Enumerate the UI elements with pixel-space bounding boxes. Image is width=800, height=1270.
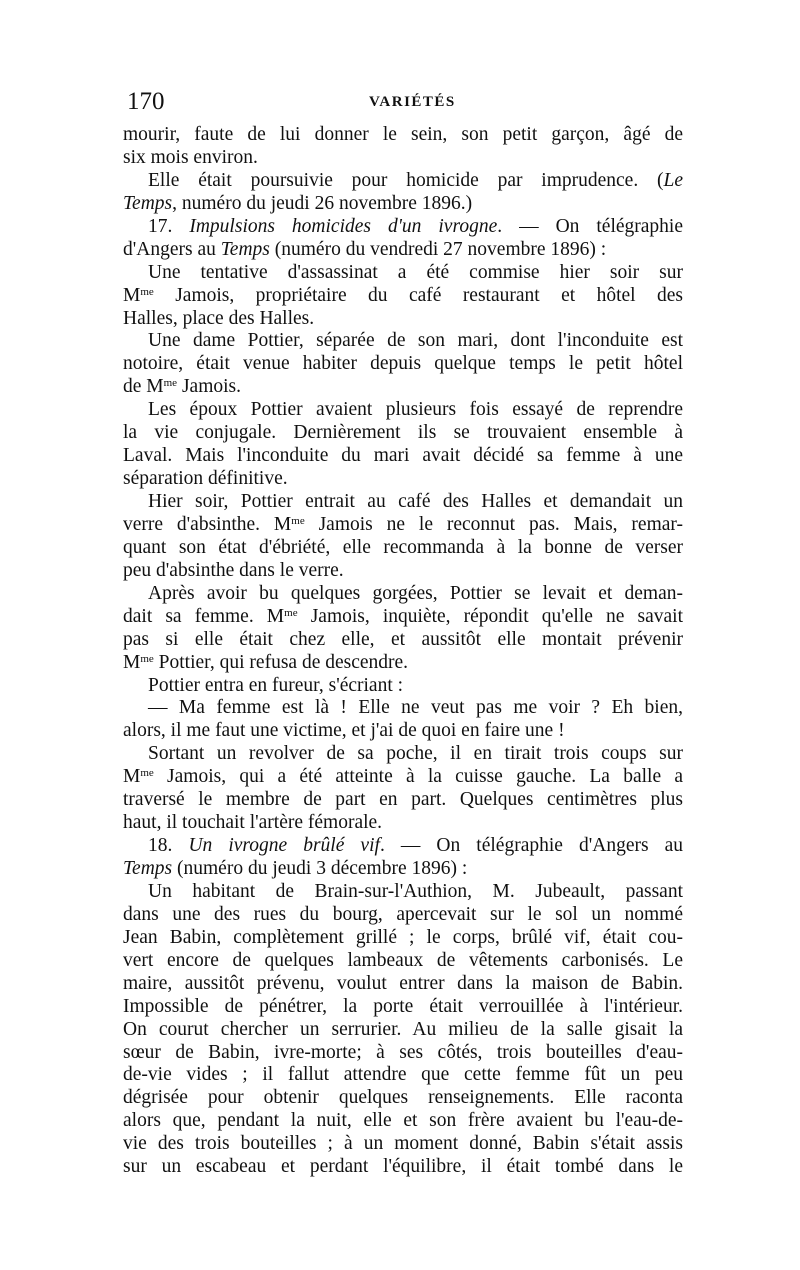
text-line: [123, 399, 683, 422]
text-line: [123, 973, 683, 996]
text-line: [123, 124, 683, 147]
text-line: [123, 468, 683, 491]
text-segment: dégrisée pour obtenir quelques renseignements. Elle raconta: [123, 1087, 683, 1109]
text-line: [123, 330, 683, 353]
text-segment: d'Angers au: [123, 238, 221, 260]
text-line: [123, 422, 683, 445]
text-segment: — Ma femme est là ! Elle ne veut pas me voir ? Eh bien,: [148, 697, 683, 719]
text-segment: 17.: [148, 215, 190, 237]
text-line: [123, 652, 683, 675]
text-line: [123, 697, 683, 720]
text-segment: de-vie vides ; il fallut attendre que cette femme fût un peu: [123, 1064, 683, 1086]
text-segment: notoire, était venue habiter depuis quelque temps le petit hôtel: [123, 353, 683, 375]
text-segment: sur un escabeau et perdant l'équilibre, il était tombé dans le: [123, 1156, 683, 1178]
superscript: me: [140, 285, 154, 298]
superscript: me: [284, 606, 298, 619]
text-line: [123, 285, 683, 308]
text-line: [123, 376, 683, 399]
text-segment: Jamois.: [177, 376, 241, 398]
text-segment: traversé le membre de part en part. Quelques centimètres plus: [123, 789, 683, 811]
text-segment: Sortant un revolver de sa poche, il en tirait trois coups sur: [148, 743, 683, 765]
text-line: [123, 514, 683, 537]
text-segment: sœur de Babin, ivre-morte; à ses côtés, trois bouteilles d'eau-: [123, 1041, 683, 1063]
text-segment: haut, il touchait l'artère fémorale.: [123, 812, 383, 834]
italic-text: Temps: [123, 192, 173, 214]
italic-text: Temps: [123, 858, 173, 879]
text-segment: vert encore de quelques lambeaux de vêtements carbonisés. Le: [123, 949, 683, 971]
text-segment: (numéro du jeudi 3 décembre 1896) :: [172, 858, 468, 879]
text-segment: maire, aussitôt prévenu, voulut entrer dans la maison de Babin.: [123, 972, 683, 994]
text-segment: Une dame Pottier, séparée de son mari, dont l'inconduite est: [148, 330, 683, 352]
text-line: [123, 1019, 683, 1042]
text-line: [123, 560, 683, 583]
text-segment: mourir, faute de lui donner le sein, son petit garçon, âgé de: [123, 124, 683, 145]
text-line: [123, 927, 683, 950]
text-line: [123, 262, 683, 285]
text-line: [123, 491, 683, 514]
text-line: [123, 353, 683, 376]
superscript: me: [163, 377, 178, 390]
body-text: [123, 124, 683, 1179]
text-segment: Les époux Pottier avaient plusieurs fois essayé de reprendre: [148, 399, 683, 421]
text-segment: . — On télégraphie d'Angers au: [379, 835, 684, 857]
text-segment: de M: [123, 376, 164, 398]
text-segment: séparation définitive.: [123, 468, 288, 490]
text-segment: pas si elle était chez elle, et aussitôt elle montait prévenir: [123, 628, 683, 650]
page-number: 170: [127, 88, 165, 115]
text-segment: Halles, place des Halles.: [123, 307, 315, 329]
italic-text: Impulsions homicides d'un ivrogne: [189, 215, 498, 237]
text-line: [123, 858, 683, 881]
text-segment: , numéro du jeudi 26 novembre 1896.): [172, 192, 473, 214]
text-segment: Après avoir bu quelques gorgées, Pottier se levait et deman-: [148, 582, 683, 604]
text-segment: Jamois ne le reconnut pas. Mais, remar-: [304, 513, 683, 535]
text-segment: Impossible de pénétrer, la porte était verrouillée à l'intérieur.: [123, 995, 683, 1017]
text-segment: dait sa femme. M: [123, 605, 285, 627]
text-segment: M: [123, 284, 141, 306]
text-segment: Pottier, qui refusa de descendre.: [153, 651, 409, 673]
text-line: [123, 1156, 683, 1179]
text-line: [123, 743, 683, 766]
text-segment: M: [123, 766, 141, 788]
italic-text: Temps: [220, 238, 270, 260]
text-segment: Jamois, qui a été atteinte à la cuisse gauche. La balle a: [153, 766, 683, 788]
text-line: [123, 147, 683, 170]
text-line: [123, 1064, 683, 1087]
text-line: [123, 445, 683, 468]
italic-text: Le: [663, 169, 683, 191]
text-segment: On courut chercher un serrurier. Au milieu de la salle gisait la: [123, 1018, 683, 1040]
text-line: [123, 583, 683, 606]
text-line: [123, 1087, 683, 1110]
text-segment: Un habitant de Brain-sur-l'Authion, M. Jubeault, passant: [148, 880, 683, 902]
text-line: [123, 996, 683, 1019]
text-line: [123, 789, 683, 812]
text-line: [123, 629, 683, 652]
text-segment: Une tentative d'assassinat a été commise hier soir sur: [148, 261, 683, 283]
text-segment: Jamois, propriétaire du café restaurant et hôtel des: [153, 284, 683, 306]
text-segment: dans une des rues du bourg, apercevait sur le sol un nommé: [123, 903, 683, 925]
text-segment: Hier soir, Pottier entrait au café des Halles et demandait un: [148, 491, 683, 512]
text-segment: Laval. Mais l'inconduite du mari avait décidé sa femme à une: [123, 445, 683, 467]
text-line: [123, 835, 683, 858]
text-segment: quant son état d'ébriété, elle recommanda à la bonne de verser: [123, 536, 683, 558]
text-line: [123, 216, 683, 239]
text-line: [123, 193, 683, 216]
text-line: [123, 720, 683, 743]
text-line: [123, 239, 683, 262]
text-segment: Pottier entra en fureur, s'écriant :: [148, 674, 404, 696]
superscript: me: [140, 652, 154, 665]
text-segment: verre d'absinthe. M: [123, 513, 292, 535]
superscript: me: [140, 767, 154, 780]
superscript: me: [291, 514, 305, 527]
text-segment: Elle était poursuivie pour homicide par imprudence. (: [148, 169, 664, 191]
text-line: [123, 1042, 683, 1065]
text-segment: six mois environ.: [123, 146, 258, 168]
text-line: [123, 308, 683, 331]
text-line: [123, 170, 683, 193]
text-line: [123, 766, 683, 789]
page-header: [127, 88, 683, 120]
text-segment: Jean Babin, complètement grillé ; le corps, brûlé vif, était cou-: [123, 926, 683, 948]
text-line: [123, 904, 683, 927]
text-segment: M: [123, 651, 141, 673]
text-line: [123, 812, 683, 835]
text-segment: alors, il me faut une victime, et j'ai de quoi en faire une !: [123, 720, 565, 742]
text-segment: alors que, pendant la nuit, elle et son frère avaient bu l'eau-de-: [123, 1110, 683, 1132]
text-line: [123, 537, 683, 560]
text-segment: Jamois, inquiète, répondit qu'elle ne savait: [297, 605, 683, 627]
text-line: [123, 1110, 683, 1133]
text-line: [123, 606, 683, 629]
text-segment: la vie conjugale. Dernièrement ils se trouvaient ensemble à: [123, 422, 683, 444]
text-line: [123, 675, 683, 698]
text-segment: 18.: [148, 835, 189, 857]
running-title: VARIÉTÉS: [369, 94, 456, 110]
text-line: [123, 1133, 683, 1156]
text-segment: peu d'absinthe dans le verre.: [123, 559, 344, 581]
text-line: [123, 950, 683, 973]
text-line: [123, 881, 683, 904]
text-segment: . — On télégraphie: [497, 215, 684, 237]
text-segment: vie des trois bouteilles ; à un moment donné, Babin s'était assis: [123, 1133, 683, 1155]
text-segment: (numéro du vendredi 27 novembre 1896) :: [269, 238, 607, 260]
italic-text: Un ivrogne brûlé vif: [188, 835, 380, 857]
